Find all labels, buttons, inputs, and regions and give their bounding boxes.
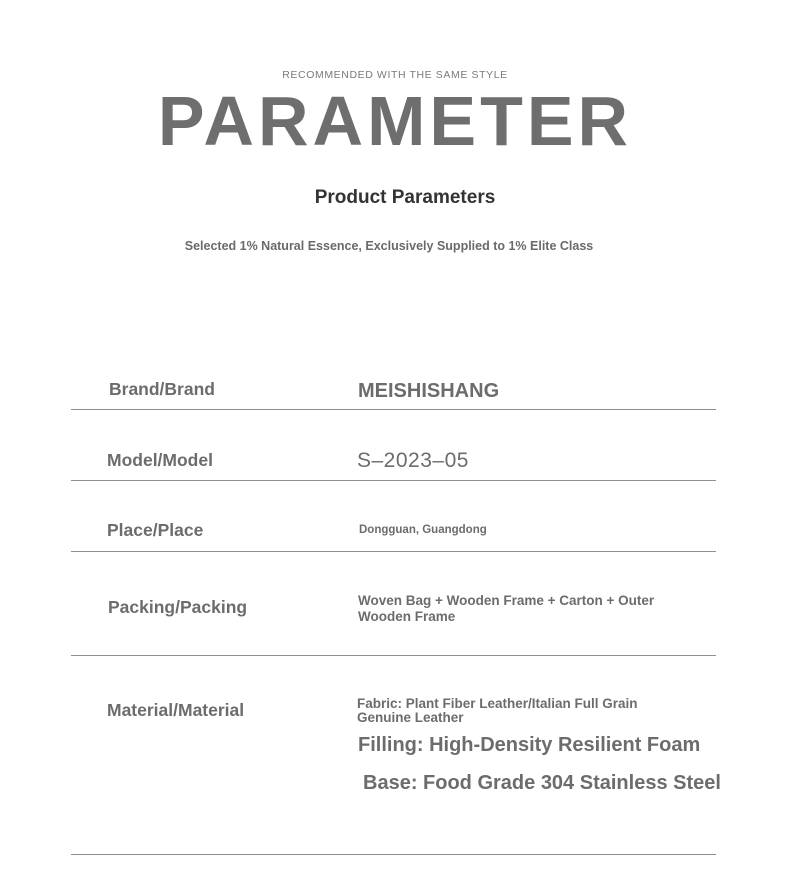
param-value-material-fabric: Fabric: Plant Fiber Leather/Italian Full Grain Genuine Leather (357, 696, 638, 725)
param-label-place: Place/Place (107, 520, 204, 540)
param-value-packing: Woven Bag + Wooden Frame + Carton + Outer Wooden Frame (358, 593, 655, 624)
row-divider (71, 551, 716, 552)
page-title: PARAMETER (157, 82, 633, 160)
param-value-place: Dongguan, Guangdong (359, 524, 487, 536)
param-label-brand: Brand/Brand (109, 379, 215, 399)
param-label-packing: Packing/Packing (108, 597, 248, 617)
section-eyebrow: RECOMMENDED WITH THE SAME STYLE (282, 69, 508, 81)
param-value-brand: MEISHISHANG (358, 380, 500, 402)
param-value-model: S–2023–05 (357, 449, 469, 472)
param-value-material-filling: Filling: High-Density Resilient Foam (358, 734, 701, 756)
section-tagline: Selected 1% Natural Essence, Exclusively Supplied to 1% Elite Class (184, 239, 594, 253)
section-subtitle: Product Parameters (314, 187, 496, 208)
row-divider (71, 480, 716, 481)
row-divider (71, 409, 716, 410)
row-divider (71, 854, 716, 855)
param-label-model: Model/Model (107, 450, 213, 470)
row-divider (71, 655, 716, 656)
param-value-material-base: Base: Food Grade 304 Stainless Steel (363, 772, 721, 794)
param-label-material: Material/Material (107, 700, 245, 720)
